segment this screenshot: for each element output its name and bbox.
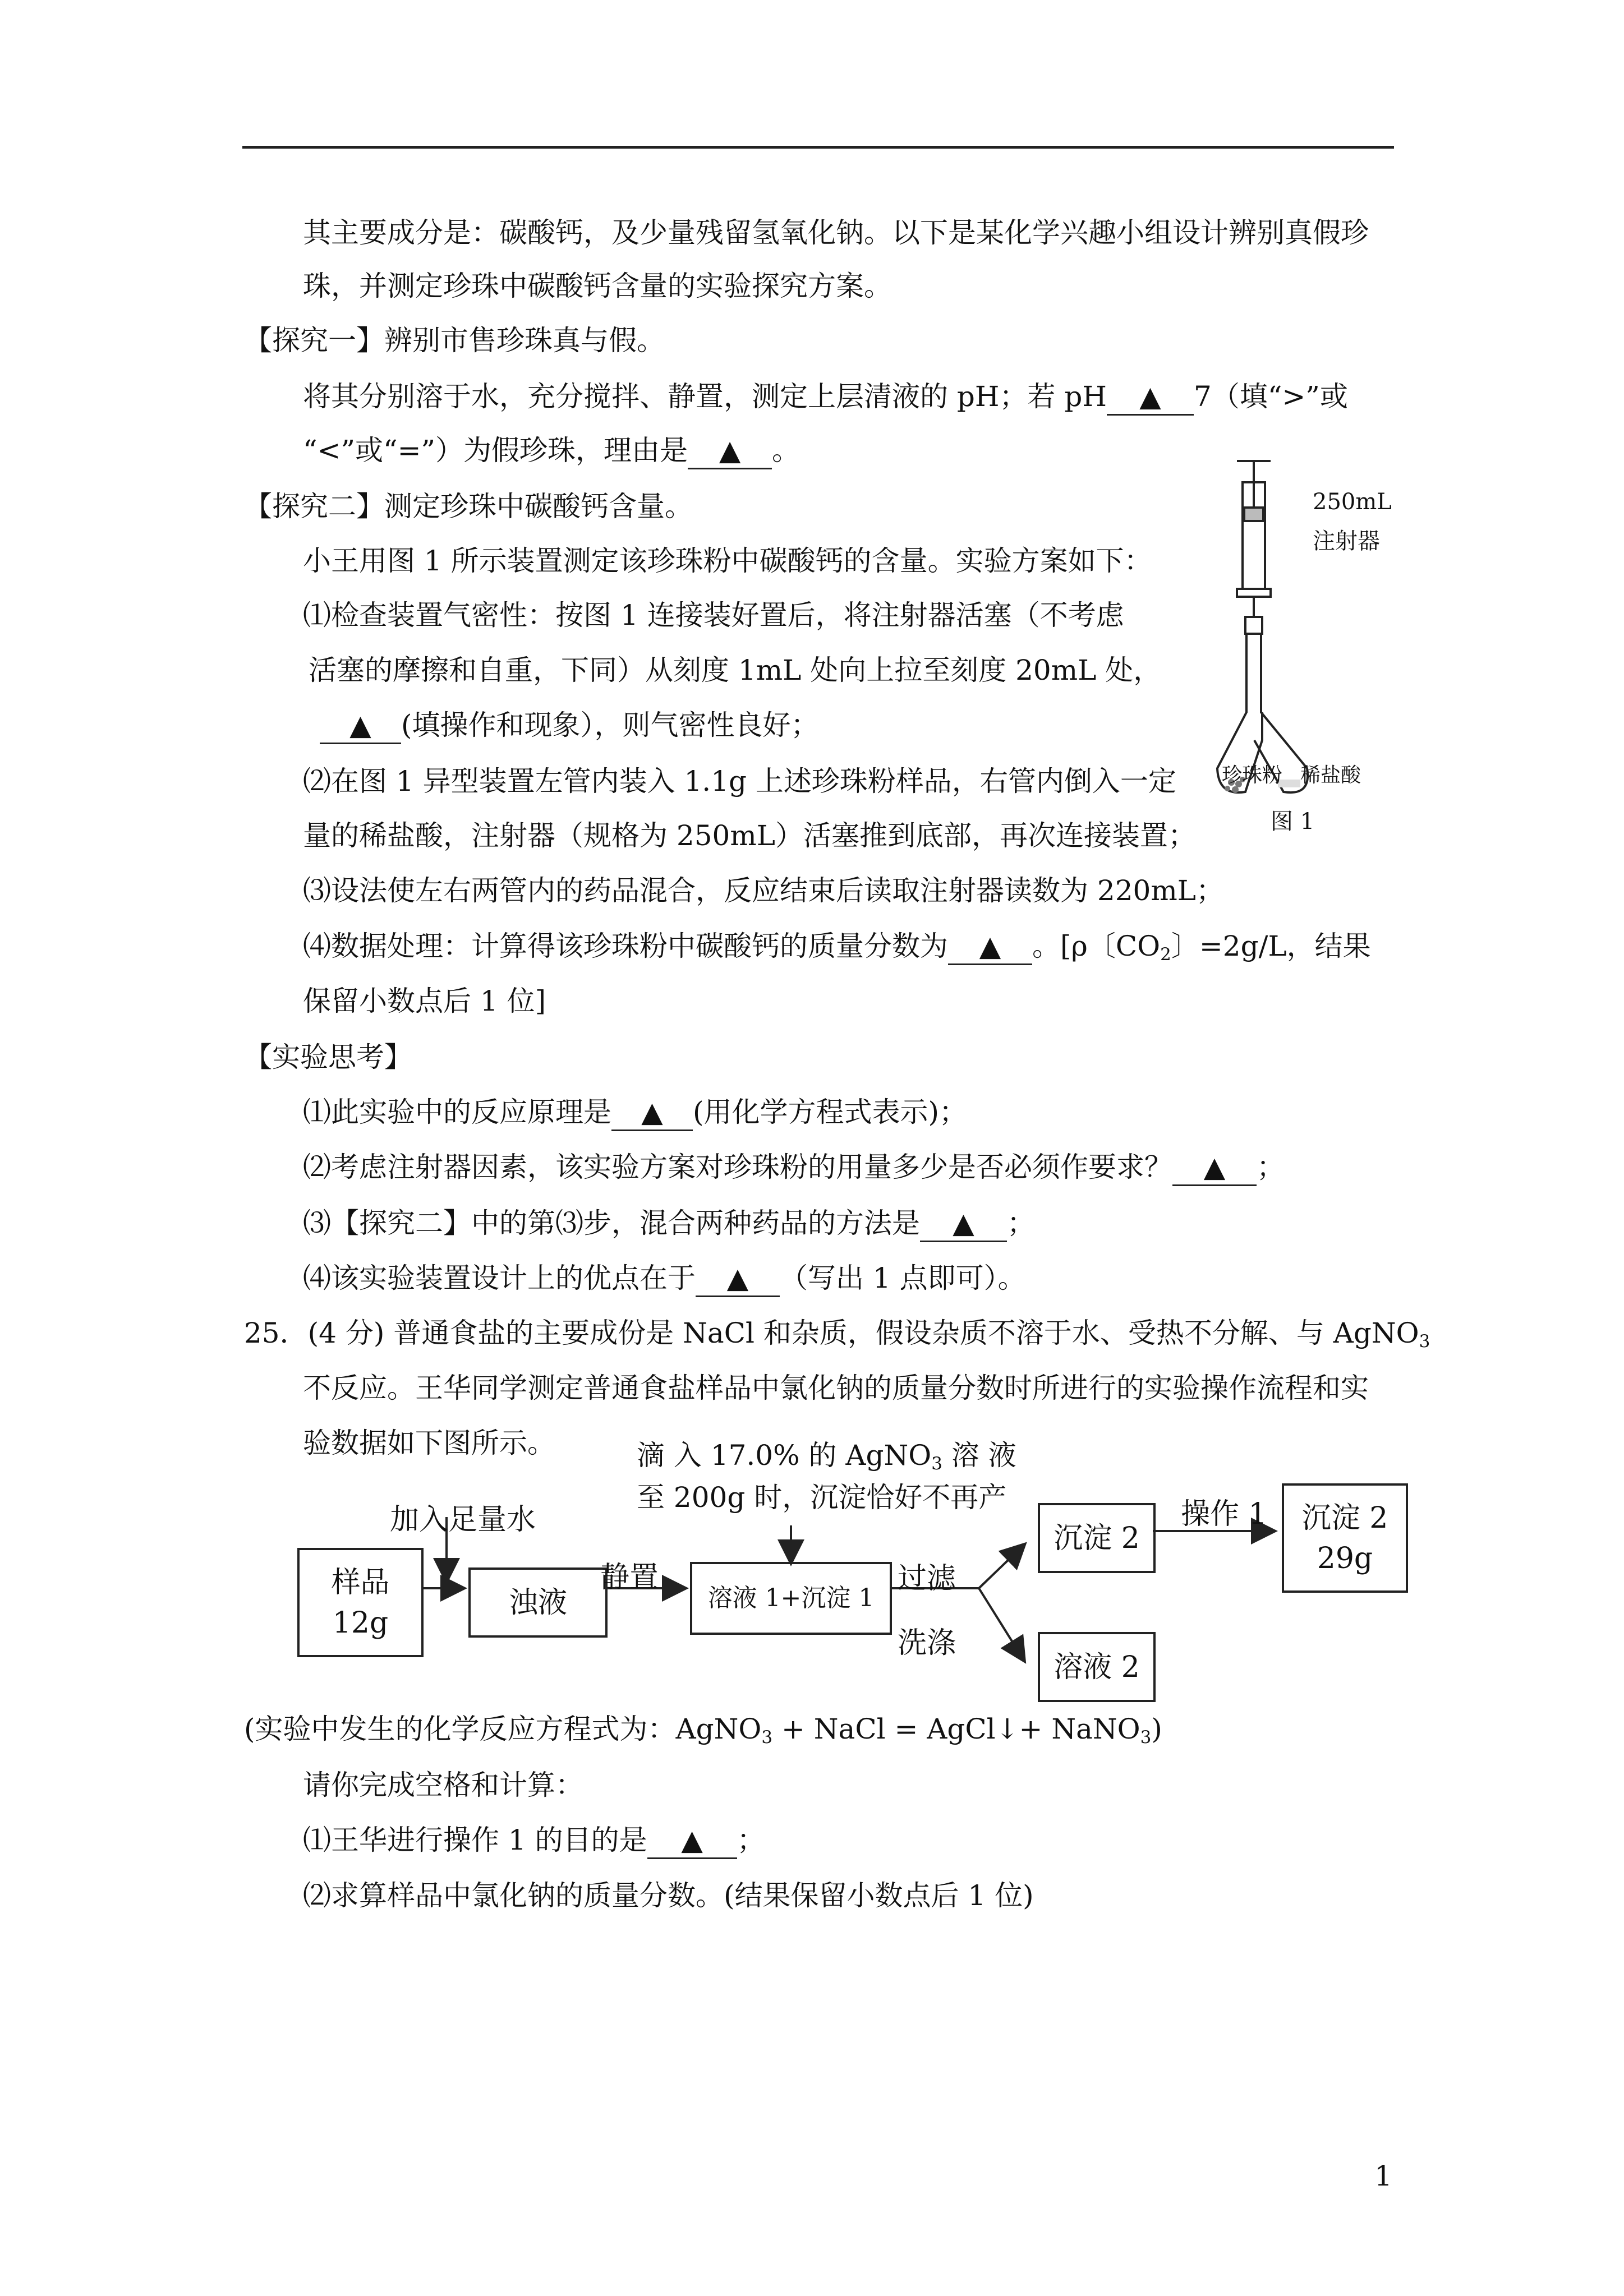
- q25-line-2: 不反应。王华同学测定普通食盐样品中氯化钠的质量分数时所进行的实验操作流程和实: [303, 1372, 1369, 1404]
- thinking-heading: 【实验思考】: [244, 1041, 412, 1073]
- flow-label-wash: 洗涤: [898, 1626, 956, 1660]
- step2-line-2: 量的稀盐酸，注射器（规格为 250mL）活塞推到底部，再次连接装置；: [303, 819, 1196, 852]
- header-rule: [242, 146, 1394, 149]
- flow-label-filter: 过滤: [898, 1562, 956, 1596]
- syringe-label-name: 注射器: [1313, 528, 1380, 554]
- flow-label-drip-line-2: 至 200g 时，沉淀恰好不再产: [637, 1481, 1007, 1514]
- blank-op1-purpose: ▲: [647, 1823, 737, 1859]
- step1-line-1: ⑴检查装置气密性：按图 1 连接装好置后，将注射器活塞（不考虑: [303, 599, 1124, 631]
- flow-box-solution-ppt1: 溶液 1+沉淀 1: [690, 1562, 892, 1635]
- q25-line-1: 25．(4 分) 普通食盐的主要成份是 NaCl 和杂质，假设杂质不溶于水、受热不分解、与 AgNO$_3$: [244, 1317, 1430, 1352]
- thinking-q4: ⑷该实验装置设计上的优点在于 ▲ （写出 1 点即可）。: [303, 1258, 1026, 1298]
- blank-airtight: ▲: [320, 708, 401, 744]
- syringe-label-capacity: 250mL: [1313, 489, 1392, 515]
- left-tube-label: 珍珠粉: [1222, 764, 1283, 787]
- page-number: 1: [1374, 2160, 1392, 2192]
- blank-dosage: ▲: [1172, 1150, 1257, 1186]
- blank-equation: ▲: [611, 1095, 693, 1131]
- q25-line-3: 验数据如下图所示。: [303, 1427, 555, 1459]
- step1-line-2: 活塞的摩擦和自重，下同）从刻度 1mL 处向上拉至刻度 20mL 处，: [309, 654, 1162, 686]
- flow-box-ppt2: 沉淀 2: [1038, 1503, 1156, 1573]
- arrow-to-ppt2: [979, 1545, 1024, 1588]
- step4-line-2: 保留小数点后 1 位]: [303, 985, 546, 1017]
- flow-label-op1: 操作 1: [1181, 1497, 1267, 1531]
- intro-line-2: 珠，并测定珍珠中碳酸钙含量的实验探究方案。: [303, 270, 892, 302]
- arrow-to-solution2: [979, 1588, 1024, 1660]
- step1-line-3: ▲ (填操作和现象），则气密性良好；: [320, 706, 819, 745]
- blank-ph: ▲: [1107, 379, 1194, 416]
- flow-box-ppt2-final: 沉淀 2 29g: [1282, 1483, 1408, 1593]
- reaction-equation: (实验中发生的化学反应方程式为：AgNO$_3$ + NaCl = AgCl↓+ NaNO$_3$): [244, 1713, 1162, 1748]
- figure-1-caption: 图 1: [1271, 809, 1315, 835]
- flow-box-turbid: 浊液: [468, 1567, 608, 1638]
- flow-box-solution2: 溶液 2: [1038, 1632, 1156, 1702]
- blank-mix-method: ▲: [920, 1206, 1007, 1242]
- step2-line-1: ⑵在图 1 异型装置左管内装入 1.1g 上述珍珠粉样品，右管内倒入一定: [303, 765, 1176, 797]
- finish-p1: ⑴王华进行操作 1 的目的是 ▲ ；: [303, 1820, 765, 1860]
- explore1-heading: 【探究一】辨别市售珍珠真与假。: [244, 324, 665, 357]
- flow-label-add-water: 加入足量水: [390, 1503, 536, 1537]
- finish-p2: ⑵求算样品中氯化钠的质量分数。(结果保留小数点后 1 位): [303, 1879, 1034, 1912]
- explore1-line-2: “<”或“=”）为假珍珠，理由是 ▲ 。: [303, 431, 800, 470]
- syringe-flange: [1237, 589, 1271, 597]
- step4-line-1: ⑷数据处理：计算得该珍珠粉中碳酸钙的质量分数为 ▲ 。[ρ〔$CO_2$〕=2g/L，结果: [303, 930, 1371, 965]
- thinking-q2: ⑵考虑注射器因素，该实验方案对珍珠粉的用量多少是否必须作要求？ ▲ ；: [303, 1147, 1285, 1187]
- flow-box-sample: 样品 12g: [297, 1548, 424, 1657]
- thinking-q3: ⑶【探究二】中的第⑶步，混合两种药品的方法是 ▲ ；: [303, 1204, 1035, 1243]
- finish-prompt: 请你完成空格和计算：: [303, 1769, 583, 1801]
- flow-label-settle: 静置: [600, 1561, 659, 1594]
- right-tube-label: 稀盐酸: [1300, 764, 1361, 787]
- explore1-line-1: 将其分别溶于水，充分搅拌、静置，测定上层清液的 pH；若 pH ▲ 7（填“>”或: [303, 377, 1348, 416]
- explore2-heading: 【探究二】测定珍珠中碳酸钙含量。: [244, 490, 693, 523]
- blank-mass-fraction: ▲: [948, 929, 1032, 965]
- step3: ⑶设法使左右两管内的药品混合，反应结束后读取注射器读数为 220mL；: [303, 874, 1224, 907]
- flow-label-drip-line-1: 滴 入 17.0% 的 AgNO$_3$ 溶 液: [637, 1439, 1016, 1474]
- blank-advantage: ▲: [696, 1261, 780, 1297]
- blank-reason: ▲: [688, 433, 772, 469]
- thinking-q1: ⑴此实验中的反应原理是 ▲ (用化学方程式表示)；: [303, 1092, 967, 1132]
- syringe-piston: [1244, 508, 1263, 521]
- intro-line-1: 其主要成分是：碳酸钙，及少量残留氢氧化钠。以下是某化学兴趣小组设计辨别真假珍: [303, 216, 1369, 249]
- explore2-line-1: 小王用图 1 所示装置测定该珍珠粉中碳酸钙的含量。实验方案如下：: [303, 545, 1152, 577]
